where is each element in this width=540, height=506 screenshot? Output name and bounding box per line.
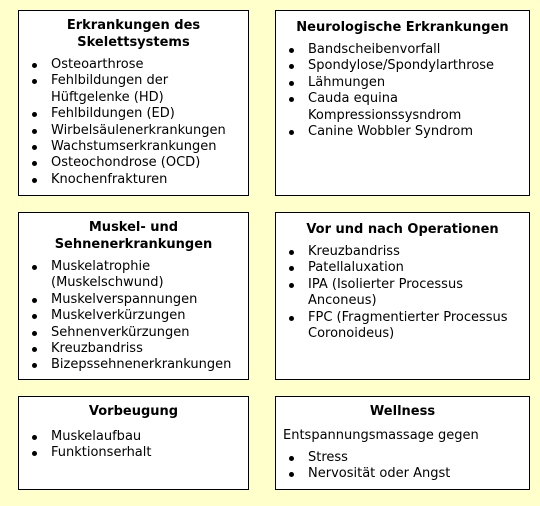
list-item — [19, 445, 248, 461]
bullet-icon — [32, 178, 37, 183]
bullet-icon — [32, 161, 37, 166]
bullet-icon — [289, 266, 294, 271]
item-list — [19, 259, 248, 374]
list-item-text: Knochenfrakturen — [51, 171, 168, 187]
panel-wellness — [275, 396, 530, 490]
list-item-text: Wachstumserkrankungen — [51, 139, 217, 155]
list-item — [19, 139, 248, 155]
list-item — [19, 57, 248, 73]
bullet-icon — [32, 298, 37, 303]
bullet-icon — [32, 363, 37, 368]
panel-title: Neurologische Erkrankungen — [296, 20, 509, 35]
item-list — [19, 57, 248, 188]
list-item-text: Sehnenverkürzungen — [51, 324, 190, 340]
bullet-icon — [32, 331, 37, 336]
list-item-text: Muskelverspannungen — [51, 291, 198, 307]
list-item-text: Nervosität oder Angst — [308, 466, 451, 482]
list-item-text: Kreuzbandriss — [51, 341, 143, 357]
panel-title: Vorbeugung — [88, 404, 179, 419]
list-item-text: Bizepssehnenerkrankungen — [51, 357, 232, 373]
bullet-icon — [32, 435, 37, 440]
bullet-icon — [32, 347, 37, 352]
bullet-icon — [289, 81, 294, 86]
list-item-text: Cauda equina Kompressionssysndrom — [308, 91, 462, 123]
bullet-icon — [289, 64, 294, 69]
list-item-text: FPC (Fragmentierter Processus Coronoideus) — [308, 309, 508, 342]
bullet-icon — [289, 316, 294, 321]
list-item-text: Spondylose/Spondylarthrose — [308, 58, 495, 74]
bullet-icon — [289, 283, 294, 288]
list-item-text: Muskelverkürzungen — [51, 308, 186, 324]
list-item — [276, 124, 529, 140]
panel-title: Muskel- und Sehnenerkrankungen — [54, 220, 213, 252]
list-item — [19, 292, 248, 308]
panel-title: Erkrankungen des Skelettsystems — [66, 18, 201, 50]
bullet-icon — [32, 129, 37, 134]
list-item — [276, 58, 529, 74]
bullet-icon — [32, 314, 37, 319]
list-item — [19, 341, 248, 357]
list-item-text: Wirbelsäulenerkrankungen — [51, 122, 226, 138]
panel-operationen — [275, 212, 530, 380]
list-item — [19, 106, 248, 122]
list-item — [19, 172, 248, 188]
list-item-text: Osteoarthrose — [51, 57, 144, 72]
list-item-text: IPA (Isolierter Processus Anconeus) — [308, 276, 463, 309]
list-item-text: Muskelatrophie (Muskelschwund) — [51, 259, 164, 291]
list-item — [19, 259, 248, 292]
list-item — [276, 75, 529, 91]
list-item — [19, 325, 248, 341]
panel-vorbeugung — [18, 396, 249, 490]
list-item-text: Funktionserhalt — [51, 445, 152, 461]
item-list — [19, 429, 248, 462]
list-item-text: Kreuzbandriss — [308, 244, 400, 259]
list-item — [19, 429, 248, 445]
list-item — [276, 466, 529, 482]
list-item — [276, 310, 529, 343]
list-item — [19, 357, 248, 373]
list-item-text: Fehlbildungen der Hüftgelenke (HD) — [51, 73, 169, 105]
panel-title: Wellness — [369, 404, 436, 419]
panel-muskel-sehnen — [18, 212, 249, 380]
item-list — [276, 244, 529, 342]
list-item — [19, 123, 248, 139]
panel-intro-text: Entspannungsmassage gegen — [283, 428, 479, 443]
bullet-icon — [32, 63, 37, 68]
bullet-icon — [289, 250, 294, 255]
bullet-icon — [289, 456, 294, 461]
list-item-text: Lähmungen — [308, 74, 386, 90]
list-item — [19, 308, 248, 324]
list-item — [19, 155, 248, 171]
list-item — [276, 450, 529, 466]
bullet-icon — [32, 451, 37, 456]
panel-skelettsystem — [18, 10, 249, 196]
bullet-icon — [32, 79, 37, 84]
list-item — [276, 42, 529, 58]
list-item-text: Bandscheibenvorfall — [308, 42, 441, 57]
list-item-text: Stress — [308, 450, 348, 465]
list-item-text: Patellaluxation — [308, 260, 404, 276]
bullet-icon — [289, 48, 294, 53]
list-item-text: Canine Wobbler Syndrom — [308, 124, 474, 140]
list-item — [276, 277, 529, 310]
bullet-icon — [32, 265, 37, 270]
list-item — [19, 73, 248, 106]
bullet-icon — [32, 112, 37, 117]
bullet-icon — [32, 145, 37, 150]
bullet-icon — [289, 130, 294, 135]
list-item-text: Muskelaufbau — [51, 429, 142, 444]
item-list — [276, 42, 529, 140]
list-item — [276, 91, 529, 124]
list-item-text: Osteochondrose (OCD) — [51, 155, 201, 171]
bullet-icon — [289, 472, 294, 477]
panel-neurologisch — [275, 10, 530, 196]
list-item — [276, 260, 529, 276]
panel-title: Vor und nach Operationen — [306, 222, 499, 237]
item-list — [276, 450, 529, 483]
list-item-text: Fehlbildungen (ED) — [51, 106, 175, 122]
list-item — [276, 244, 529, 260]
bullet-icon — [289, 97, 294, 102]
